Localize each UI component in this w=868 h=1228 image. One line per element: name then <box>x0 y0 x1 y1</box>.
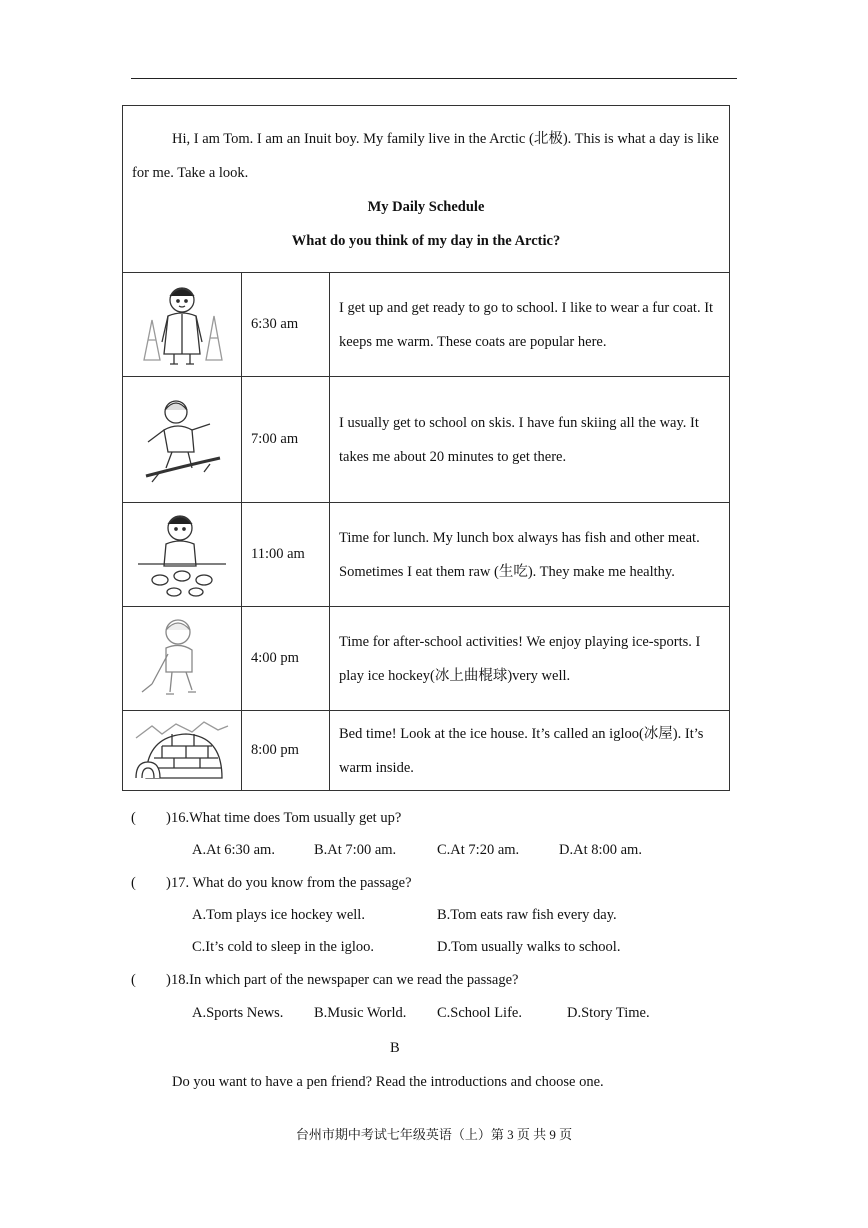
time-cell: 8:00 pm <box>242 711 330 791</box>
option-b: B.Tom eats raw fish every day. <box>437 907 617 923</box>
schedule-table <box>122 105 730 791</box>
option-a: A.Sports News. <box>192 1005 284 1021</box>
boy-skiing-icon <box>123 377 242 503</box>
question-text: 18.In which part of the newspaper can we read the passage? <box>171 972 519 988</box>
intro-paragraph: Hi, I am Tom. I am an Inuit boy. My family live in the Arctic (北极). This is what a day is like for me. Take a look. <box>132 131 719 181</box>
answer-blank-open: ( <box>131 875 136 891</box>
option-a: A.Tom plays ice hockey well. <box>192 907 365 923</box>
intro-cell <box>123 106 730 273</box>
schedule-row <box>123 711 730 791</box>
answer-blank-close: ) <box>166 810 171 826</box>
activity-text: I get up and get ready to go to school. I like to wear a fur coat. It keeps me warm. These coats are popular here. <box>330 273 730 377</box>
schedule-row <box>123 273 730 377</box>
question-text: 16.What time does Tom usually get up? <box>171 810 402 826</box>
option-b: B.At 7:00 am. <box>314 842 397 858</box>
schedule-row <box>123 607 730 711</box>
boy-playing-hockey-icon <box>123 607 242 711</box>
option-c: C.School Life. <box>437 1005 522 1021</box>
boy-in-fur-coat-icon <box>123 273 242 377</box>
schedule-subtitle: What do you think of my day in the Arctic? <box>291 233 561 249</box>
answer-blank-open: ( <box>131 810 136 826</box>
answer-blank-open: ( <box>131 972 136 988</box>
time-cell: 4:00 pm <box>242 607 330 711</box>
schedule-title: My Daily Schedule <box>367 199 485 215</box>
schedule-row <box>123 377 730 503</box>
option-c: C.At 7:20 am. <box>437 842 520 858</box>
activity-text: I usually get to school on skis. I have fun skiing all the way. It takes me about 20 minutes to get there. <box>330 377 730 503</box>
question-text: 17. What do you know from the passage? <box>171 875 412 891</box>
option-d: D.Story Time. <box>567 1005 650 1021</box>
activity-text: Time for after-school activities! We enjoy playing ice-sports. I play ice hockey(冰上曲棍球)very well. <box>330 607 730 711</box>
option-b: B.Music World. <box>314 1005 407 1021</box>
option-a: A.At 6:30 am. <box>192 842 275 858</box>
option-d: D.Tom usually walks to school. <box>437 939 621 955</box>
page-footer: 台州市期中考试七年级英语（上）第 3 页 共 9 页 <box>295 1127 573 1142</box>
time-cell: 11:00 am <box>242 503 330 607</box>
option-d: D.At 8:00 am. <box>559 842 642 858</box>
boy-eating-lunch-icon <box>123 503 242 607</box>
time-cell: 6:30 am <box>242 273 330 377</box>
section-intro: Do you want to have a pen friend? Read the introductions and choose one. <box>172 1074 604 1090</box>
schedule-row <box>123 503 730 607</box>
header-rule <box>131 78 737 79</box>
activity-text: Bed time! Look at the ice house. It’s called an igloo(冰屋). It’s warm inside. <box>330 711 730 791</box>
section-heading: B <box>390 1040 400 1056</box>
activity-text: Time for lunch. My lunch box always has fish and other meat. Sometimes I eat them raw (生吃). They make me healthy. <box>330 503 730 607</box>
answer-blank-close: ) <box>166 972 171 988</box>
igloo-icon <box>123 711 242 791</box>
answer-blank-close: ) <box>166 875 171 891</box>
time-cell: 7:00 am <box>242 377 330 503</box>
option-c: C.It’s cold to sleep in the igloo. <box>192 939 375 955</box>
